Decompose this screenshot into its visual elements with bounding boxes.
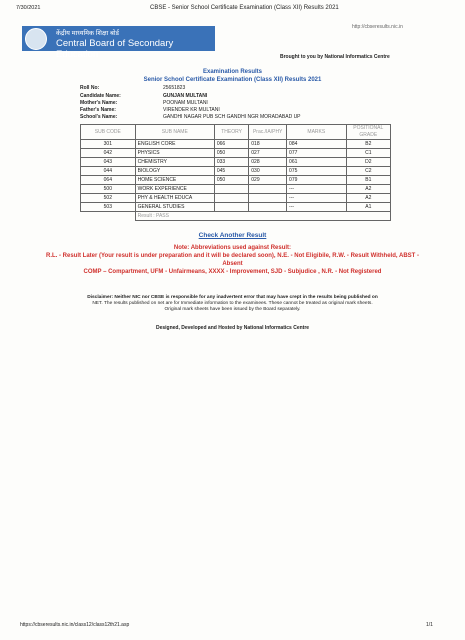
practical [249,203,287,212]
result-cell [135,212,390,221]
disclaimer-line-2: NET. The results published on net are for Immediate information to the examinees. These cannot be treated as original mark sheets. [92,301,373,306]
theory: 066 [214,140,248,149]
grade: C2 [346,167,390,176]
roll-value: 25651823 [163,85,186,91]
grade: D2 [346,158,390,167]
theory [214,185,248,194]
theory: 033 [214,158,248,167]
mother-name-value: POONAM MULTANI [163,100,208,106]
grade: A2 [346,185,390,194]
practical [249,185,287,194]
school-name-value: GANDHI NAGAR PUB SCH GANDHI NGR MORADABAD UP [163,114,301,120]
result-value: PASS [156,212,169,219]
practical: 030 [249,167,287,176]
header-theory: THEORY [214,125,248,140]
grade: B2 [346,140,390,149]
theory: 045 [214,167,248,176]
sub-code: 043 [81,158,136,167]
section-subtitle: Senior School Certificate Examination (Class XII) Results 2021 [143,77,322,83]
table-row [81,176,391,185]
result-label: Result : [137,212,155,219]
table-row [81,149,391,158]
theory [214,203,248,212]
sub-code: 044 [81,167,136,176]
header-practical: Prac./IA/PHY [249,125,287,140]
sub-name: PHYSICS [135,149,214,158]
practical: 027 [249,149,287,158]
note-line-2: Absent [222,261,243,267]
note-line-3: COMP – Compartment, UFM - Unfairmeans, XXXX - Improvement, SJD - Subjudice , N.R. - Not Registered [83,269,382,275]
mother-name-label: Mother's Name: [80,100,118,106]
sub-code: 503 [81,203,136,212]
table-row [81,167,391,176]
note-line-1: R.L. - Result Later (Your result is under preparation and it will be declared soon), N.E. - Not Eligibile, R.W. - Result Withheld, ABST - [46,253,419,259]
marks: --- [287,194,347,203]
table-row [81,194,391,203]
logo-english-text: Central Board of Secondary Education [56,38,174,60]
sub-code: 500 [81,185,136,194]
marks: --- [287,185,347,194]
marks: 077 [287,149,347,158]
print-header-title: CBSE - Senior School Certificate Examination (Class XII) Results 2021 [150,5,339,11]
result-row [81,212,391,221]
sub-code: 042 [81,149,136,158]
candidate-name-value: GUNJAN MULTANI [163,93,208,99]
school-name-label: School's Name: [80,114,118,120]
marks: 084 [287,140,347,149]
table-header-row [81,125,391,140]
table-row [81,203,391,212]
cbse-emblem-icon [25,28,47,50]
candidate-name-label: Candidate Name: [80,93,121,99]
theory: 050 [214,176,248,185]
header-sub-name: SUB NAME [135,125,214,140]
grade: B1 [346,176,390,185]
disclaimer-line-1: Disclaimer: Neither NIC nor CBSE is responsible for any inadvertent error that may have crept in the results being published on [87,295,378,300]
footer-url: https://cbseresults.nic.in/class12/class12th21.asp [20,622,130,628]
designed-by-text: Designed, Developed and Hosted by National Informatics Centre [155,325,310,331]
sub-name: HOME SCIENCE [135,176,214,185]
results-table [80,124,391,221]
marks: 061 [287,158,347,167]
sub-code: 502 [81,194,136,203]
sub-code: 301 [81,140,136,149]
sub-name: BIOLOGY [135,167,214,176]
practical: 029 [249,176,287,185]
footer-page-number: 1/1 [426,622,433,628]
father-name-value: VIRENDER KR MULTANI [163,107,220,113]
header-grade: POSITIONAL GRADE [346,125,390,140]
sub-name: PHY & HEALTH EDUCA [135,194,214,203]
marks: 075 [287,167,347,176]
section-title: Examination Results [202,69,262,75]
sub-name: ENGLISH CORE [135,140,214,149]
note-heading: Note: Abbreviations used against Result: [173,245,292,251]
check-another-result-link[interactable]: Check Another Result [198,232,267,239]
site-url[interactable]: http://cbseresults.nic.in [352,24,403,30]
father-name-label: Father's Name: [80,107,116,113]
grade: A1 [346,203,390,212]
brought-by-text: Brought to you by National Informatics Centre [280,54,390,60]
practical: 028 [249,158,287,167]
disclaimer-line-3: Original mark sheets have been issued by the Board separately. [164,307,301,312]
print-date: 7/30/2021 [16,5,41,11]
header-marks: MARKS [287,125,347,140]
marks: 079 [287,176,347,185]
disclaimer [70,295,395,313]
theory: 050 [214,149,248,158]
grade: C1 [346,149,390,158]
sub-name: GENERAL STUDIES [135,203,214,212]
sub-name: WORK EXPERIENCE [135,185,214,194]
table-row [81,158,391,167]
practical: 018 [249,140,287,149]
roll-label: Roll No: [80,85,100,91]
sub-code: 064 [81,176,136,185]
header-sub-code: SUB CODE [81,125,136,140]
logo-hindi-text: केंद्रीय माध्यमिक शिक्षा बोर्ड [56,30,119,37]
table-row [81,185,391,194]
table-row [81,140,391,149]
grade: A2 [346,194,390,203]
theory [214,194,248,203]
practical [249,194,287,203]
sub-name: CHEMISTRY [135,158,214,167]
marks: --- [287,203,347,212]
cbse-logo-banner[interactable] [22,26,215,60]
